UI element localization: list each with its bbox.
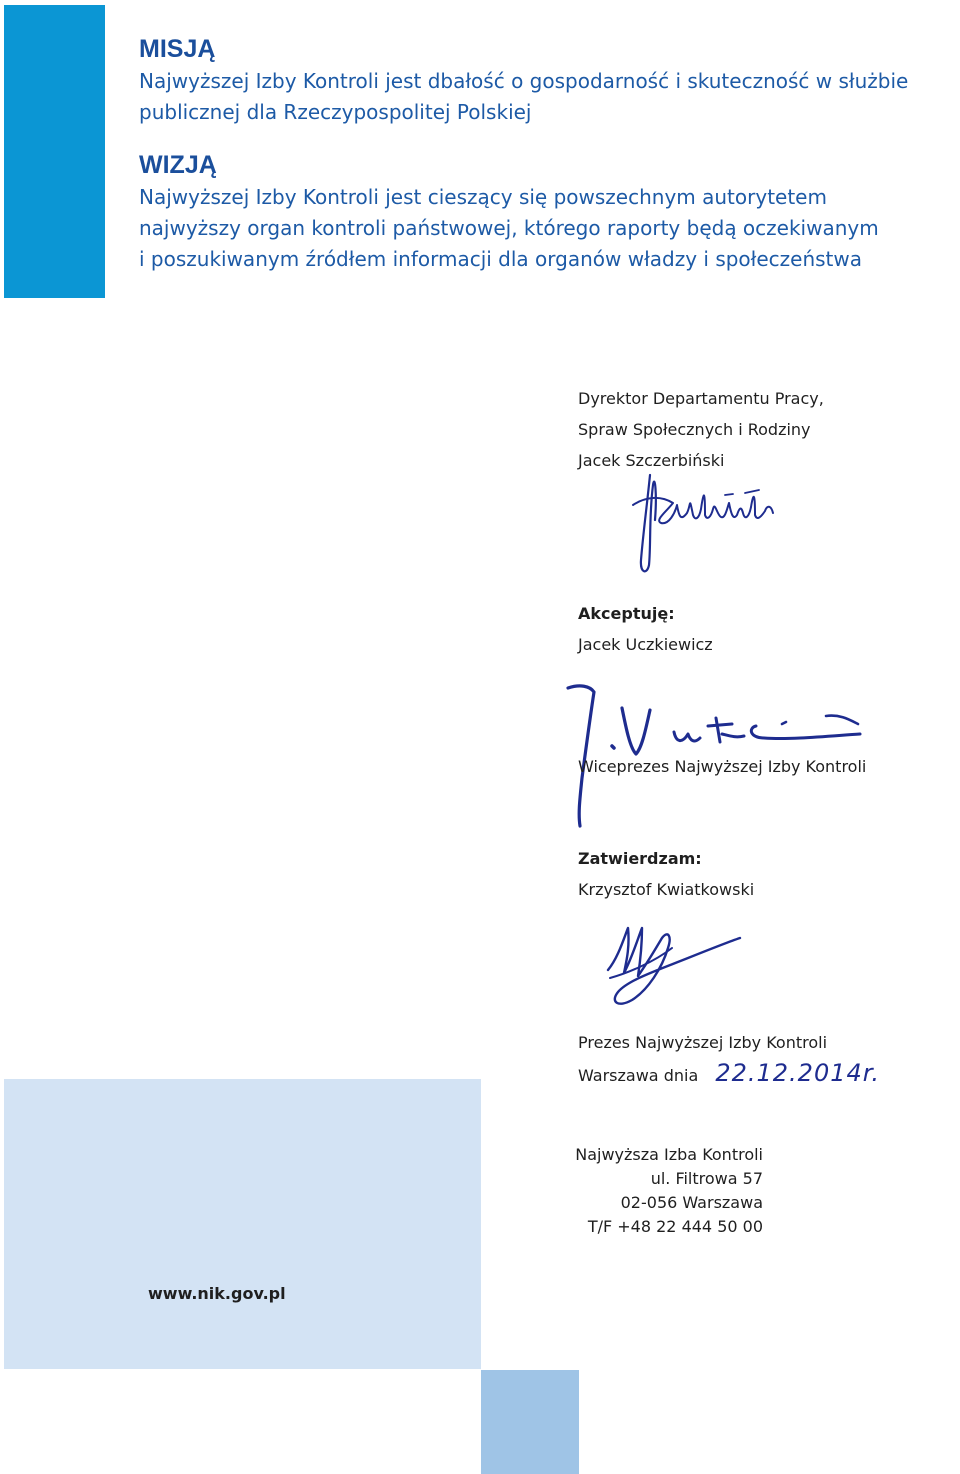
decorative-mid-box [481,1370,579,1474]
address-phone: T/F +48 22 444 50 00 [587,1217,763,1236]
accept-label: Akceptuję: [578,604,675,623]
address-street: ul. Filtrowa 57 [650,1169,763,1188]
date-line [578,1058,948,1091]
vision-heading: WIZJĄ [139,151,217,179]
approve-role-block [578,1027,948,1091]
director-title: Dyrektor Departamentu Pracy, [578,389,824,408]
director-signature [625,465,785,580]
address-org: Najwyższa Izba Kontroli [575,1145,763,1164]
accept-name: Jacek Uczkiewicz [578,635,713,654]
director-block [578,383,948,476]
vision-text-line: Najwyższej Izby Kontroli jest cieszący się powszechnym autorytetem [139,185,827,209]
mission-text-line: Najwyższej Izby Kontroli jest dbałość o gospodarność i skuteczność w służbie [139,69,909,93]
address-panel [4,1079,481,1369]
accept-role: Wiceprezes Najwyższej Izby Kontroli [578,757,867,776]
address-city: 02-056 Warszawa [620,1193,763,1212]
address-block [575,1143,763,1239]
handwritten-date: 22.12.2014r. [715,1059,881,1087]
mission-heading: MISJĄ [139,35,216,63]
date-label: Warszawa dnia [578,1066,699,1085]
vision-text-line: i poszukiwanym źródłem informacji dla organów władzy i społeczeństwa [139,247,863,271]
president-signature [598,918,748,1013]
approve-label: Zatwierdzam: [578,849,702,868]
decorative-blue-bar [4,5,105,298]
vision-text-line: najwyższy organ kontroli państwowej, którego raporty będą oczekiwanym [139,216,879,240]
director-title: Spraw Społecznych i Rodziny [578,420,811,439]
director-name: Jacek Szczerbiński [578,451,725,470]
approve-block [578,843,948,905]
mission-vision-block [139,32,949,275]
accept-role-block [578,751,948,782]
mission-text-line: publicznej dla Rzeczypospolitej Polskiej [139,100,532,124]
website-link[interactable]: www.nik.gov.pl [148,1284,286,1303]
accept-block [578,598,948,660]
approve-role: Prezes Najwyższej Izby Kontroli [578,1033,828,1052]
approve-name: Krzysztof Kwiatkowski [578,880,755,899]
